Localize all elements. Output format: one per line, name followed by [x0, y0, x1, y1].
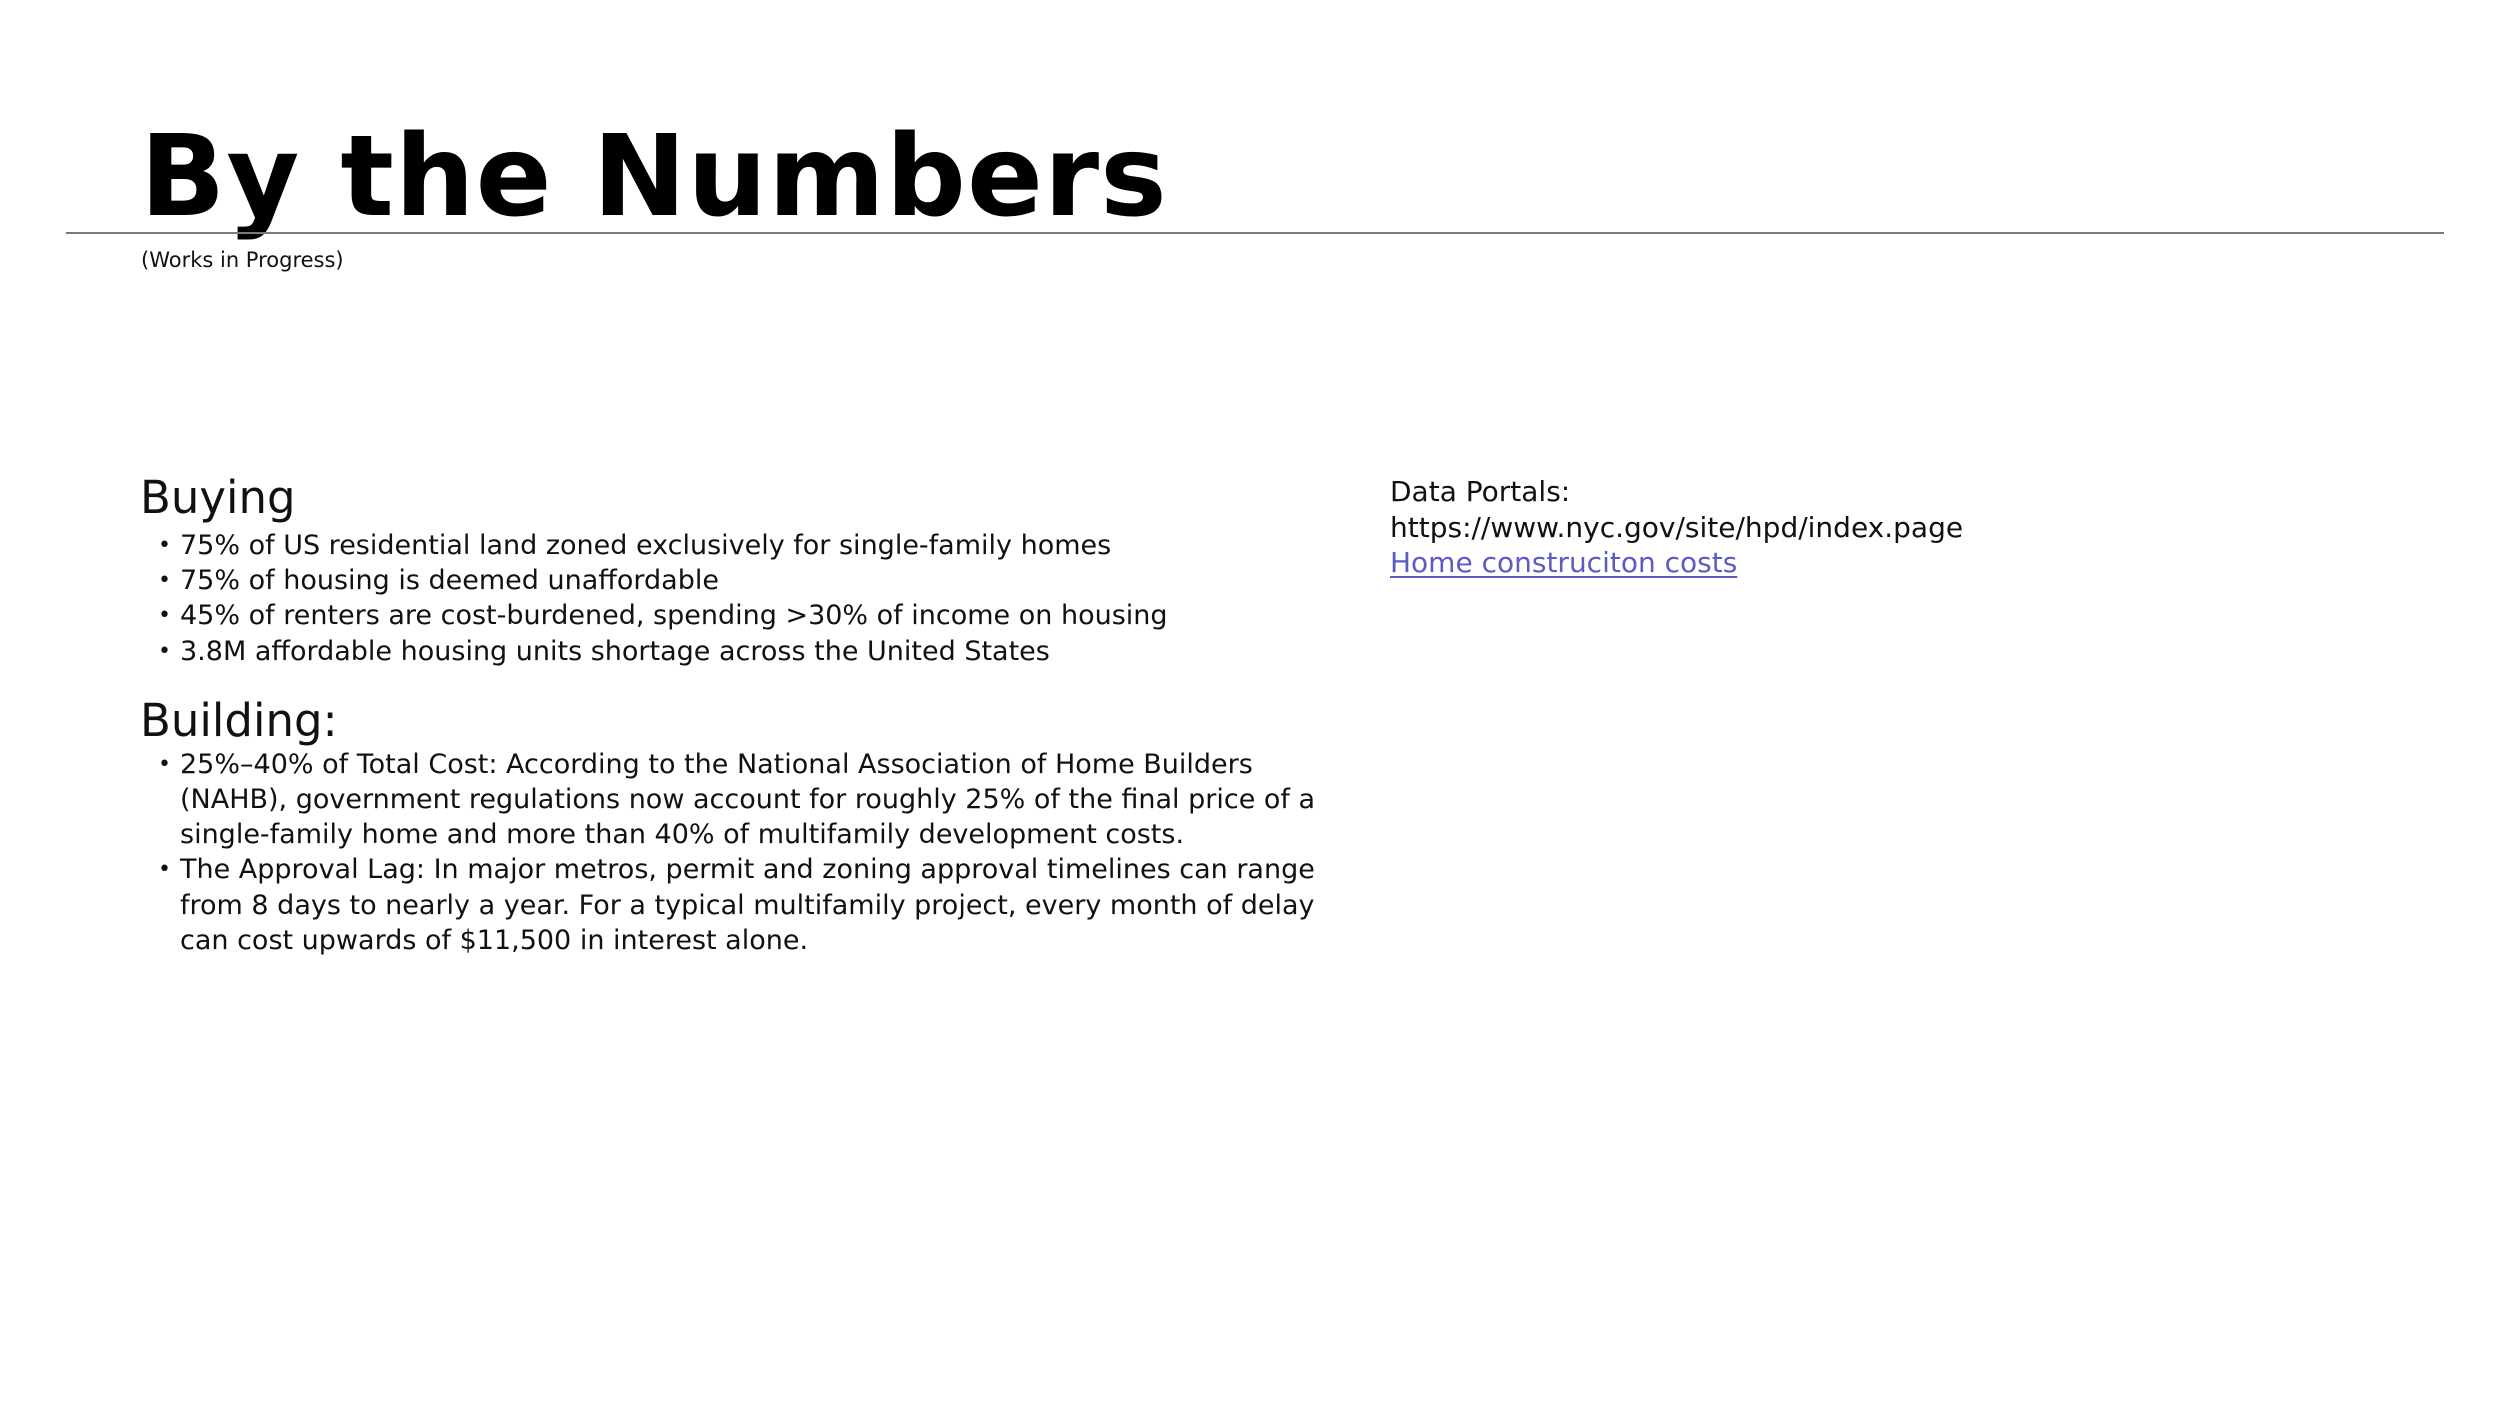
list-item	[140, 598, 1360, 633]
list-item	[140, 563, 1360, 598]
list-item	[140, 634, 1360, 669]
list-item-text: 75% of US residential land zoned exclusively for single-family homes	[180, 530, 1112, 561]
list-item-text: 3.8M affordable housing units shortage across the United States	[180, 635, 1050, 667]
facts-column	[140, 470, 1360, 958]
page-title: By the Numbers	[140, 112, 1168, 242]
list-item-text: The Approval Lag: In major metros, permit and zoning approval timelines can range from 8 days to nearly a year. For a typical multifamily project, every month of delay can cost upwards of $11,500 in interest alone.	[180, 854, 1315, 956]
buying-list	[140, 528, 1360, 669]
list-item	[140, 747, 1360, 853]
buying-heading: Buying	[140, 471, 296, 524]
title-divider	[66, 232, 2444, 234]
bullet-icon: •	[158, 603, 171, 629]
home-construction-costs-link[interactable]: Home construciton costs	[1390, 546, 1738, 579]
list-item	[140, 528, 1360, 563]
building-list	[140, 747, 1360, 958]
list-item-text: 75% of housing is deemed unaffordable	[180, 565, 719, 597]
page-subtitle: (Works in Progress)	[141, 248, 344, 272]
list-item-text: 45% of renters are cost-burdened, spending >30% of income on housing	[180, 600, 1168, 632]
bullet-icon: •	[158, 751, 171, 777]
building-heading: Building:	[140, 693, 338, 747]
list-item	[140, 852, 1360, 958]
bullet-icon: •	[158, 638, 171, 664]
data-portals-panel	[1390, 474, 2290, 581]
bullet-icon: •	[158, 857, 171, 883]
data-portal-url: https://www.nyc.gov/site/hpd/index.page	[1390, 510, 1964, 544]
data-portals-label: Data Portals:	[1390, 475, 1571, 508]
list-item-text: 25%–40% of Total Cost: According to the National Association of Home Builders (NAHB), government regulations now account for roughly 25% of the final price of a single-family home and more than 40% of multifamily development costs.	[180, 748, 1316, 851]
bullet-icon: •	[158, 568, 171, 594]
bullet-icon: •	[158, 533, 171, 558]
